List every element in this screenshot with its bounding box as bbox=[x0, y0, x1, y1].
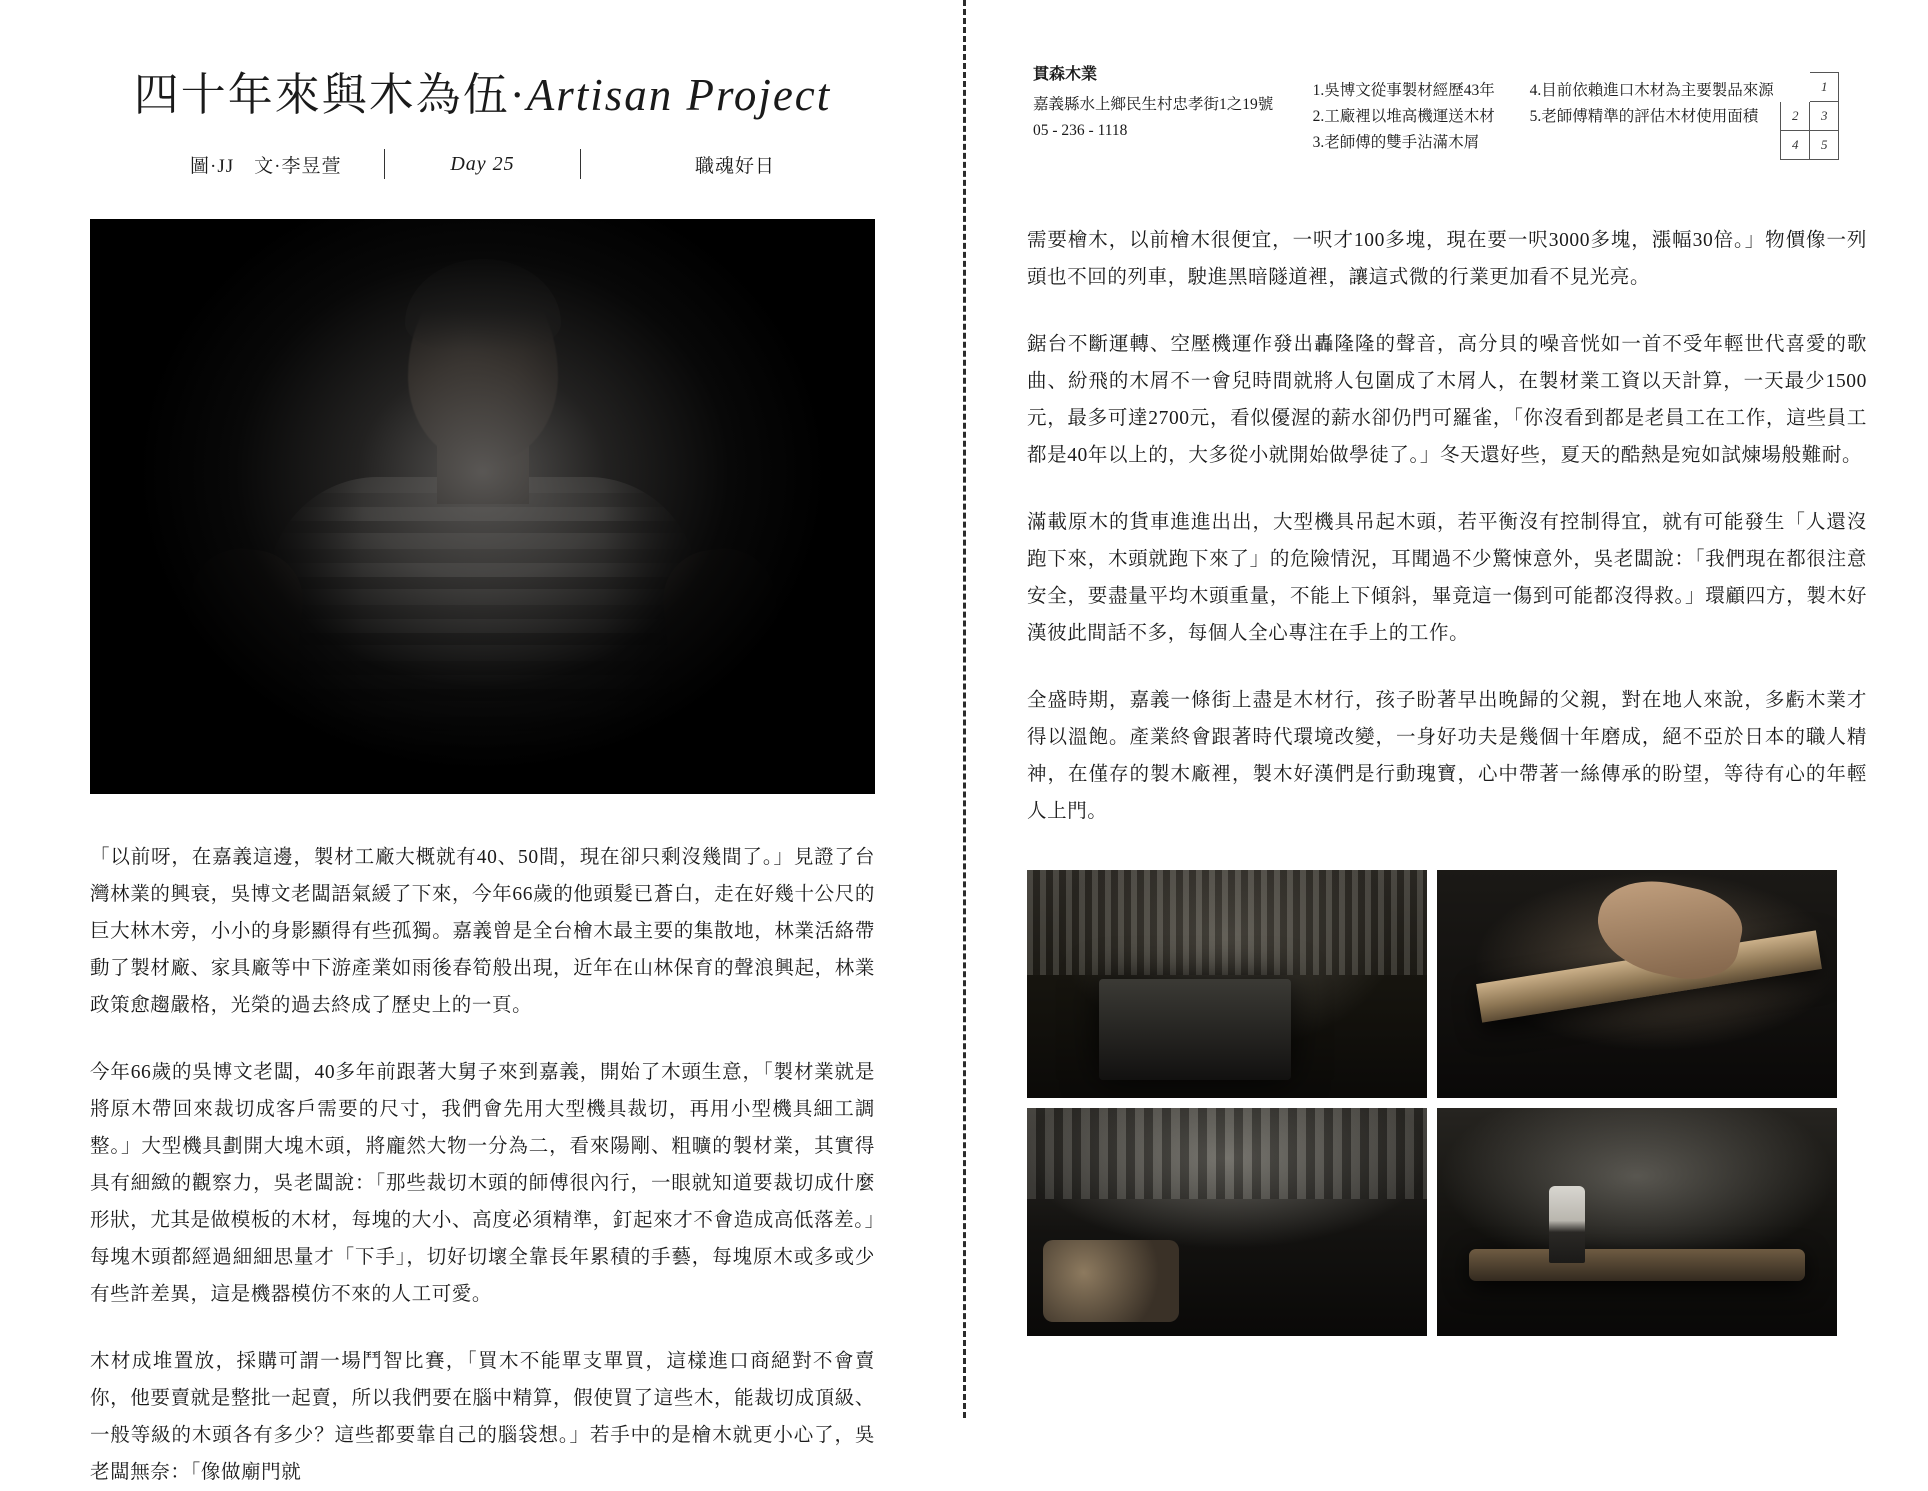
caption-item: 1.吳博文從事製材經歷43年 bbox=[1312, 82, 1495, 99]
caption-item: 2.工廠裡以堆高機運送木材 bbox=[1312, 108, 1495, 125]
title-block bbox=[90, 58, 875, 123]
company-info bbox=[1033, 62, 1313, 144]
company-address: 嘉義縣水上鄉民生村忠孝街1之19號 bbox=[1033, 96, 1274, 113]
left-body-text bbox=[90, 839, 875, 1491]
caption-item: 4.目前依賴進口木材為主要製品來源 bbox=[1529, 82, 1774, 99]
key-cell: 3 bbox=[1810, 102, 1839, 131]
left-page bbox=[0, 0, 965, 1483]
title-english: Artisan Project bbox=[526, 70, 832, 120]
right-page bbox=[965, 0, 1928, 1418]
caption-list-2 bbox=[1530, 62, 1781, 130]
right-body-text bbox=[1027, 222, 1867, 830]
paragraph: 滿載原木的貨車進進出出，大型機具吊起木頭，若平衡沒有控制得宜，就有可能發生「人還沒跑下來，木頭就跑下來了」的危險情況，耳聞過不少驚悚意外，吳老闆說：「我們現在都很注意安全，要盡量平均木頭重量，不能上下傾斜，畢竟這一傷到可能都沒得救。」環顧四方，製木好漢彼此間話不多，每個人全心專注在手上的工作。 bbox=[1027, 512, 1867, 644]
paragraph: 「以前呀，在嘉義這邊，製材工廠大概就有40、50間，現在卻只剩沒幾間了。」見證了台灣林業的興衰，吳博文老闆語氣緩了下來，今年66歲的他頭髮已蒼白，走在好幾十公尺的巨大林木旁，小小的身影顯得有些孤獨。嘉義曾是全台檜木最主要的集散地，林業活絡帶動了製材廠、家具廠等中下游產業如雨後春筍般出現，近年在山林保育的聲浪興起，林業政策愈趨嚴格，光榮的過去終成了歷史上的一頁。 bbox=[90, 847, 875, 1016]
paragraph: 鋸台不斷運轉、空壓機運作發出轟隆隆的聲音，高分貝的噪音恍如一首不受年輕世代喜愛的歌曲、紛飛的木屑不一會兒時間就將人包圍成了木屑人，在製材業工資以天計算，一天最少1500元，最多可達2700元，看似優渥的薪水卻仍門可羅雀，「你沒看到都是老員工在工作，這些員工都是40年以上的，大多從小就開始做學徒了。」冬天還好些，夏天的酷熱是宛如試煉場般難耐。 bbox=[1027, 334, 1867, 466]
key-cell bbox=[1839, 102, 1868, 131]
paragraph: 需要檜木，以前檜木很便宜，一呎才100多塊，現在要一呎3000多塊，漲幅30倍。」物價像一列頭也不回的列車，駛進黑暗隧道裡，讓這式微的行業更加看不見光亮。 bbox=[1027, 230, 1867, 288]
byline-series: 職魂好日 bbox=[694, 155, 775, 177]
photo-log-yard bbox=[1027, 1108, 1427, 1336]
photo-key-grid bbox=[1780, 62, 1868, 160]
key-cell: 4 bbox=[1781, 131, 1810, 160]
photo-forklift bbox=[1027, 870, 1427, 1098]
caption-item: 3.老師傅的雙手沾滿木屑 bbox=[1312, 134, 1480, 151]
key-cell bbox=[1839, 73, 1868, 102]
key-cell: 1 bbox=[1810, 73, 1839, 102]
company-name: 貫森木業 bbox=[1033, 66, 1098, 83]
photo-grid bbox=[1027, 870, 1867, 1336]
photo-workers-log bbox=[1437, 1108, 1837, 1336]
caption-list-1 bbox=[1313, 62, 1530, 156]
key-cell: 2 bbox=[1781, 102, 1810, 131]
byline bbox=[35, 149, 930, 179]
title-separator: · bbox=[509, 70, 527, 120]
paragraph: 全盛時期，嘉義一條街上盡是木材行，孩子盼著早出晚歸的父親，對在地人來說，多虧木業才得以溫飽。產業終會跟著時代環境改變，一身好功夫是幾個十年磨成，絕不亞於日本的職人精神，在僅存的製木廠裡，製木好漢們是行動瑰寶，心中帶著一絲傳承的盼望，等待有心的年輕人上門。 bbox=[1027, 690, 1867, 822]
masthead bbox=[1033, 62, 1868, 160]
byline-day: Day 25 bbox=[450, 152, 515, 175]
company-phone: 05 - 236 - 1118 bbox=[1033, 122, 1128, 139]
title-chinese: 四十年來與木為伍 bbox=[133, 70, 510, 120]
paragraph: 木材成堆置放，採購可謂一場鬥智比賽，「買木不能單支單買，這樣進口商絕對不會賣你，他要賣就是整批一起賣，所以我們要在腦中精算，假使買了這些木，能裁切成頂級、一般等級的木頭各有多少？這些都要靠自己的腦袋想。」若手中的是檜木就更小心了，吳老闆無奈：「像做廟門就 bbox=[90, 1351, 875, 1483]
page-fold-line bbox=[963, 0, 966, 1418]
page-title bbox=[90, 58, 875, 123]
key-cell bbox=[1781, 73, 1810, 102]
byline-credits: 圖·JJ 文·李昱萱 bbox=[190, 155, 342, 177]
caption-item: 5.老師傅精準的評估木材使用面積 bbox=[1529, 108, 1759, 125]
photo-hand-plank bbox=[1437, 870, 1837, 1098]
paragraph: 今年66歲的吳博文老闆，40多年前跟著大舅子來到嘉義，開始了木頭生意，「製材業就是將原木帶回來裁切成客戶需要的尺寸，我們會先用大型機具裁切，再用小型機具細工調整。」大型機具劃開大塊木頭，將龐然大物一分為二，看來陽剛、粗曠的製材業，其實得具有細緻的觀察力，吳老闆說：「那些裁切木頭的師傅很內行，一眼就知道要裁切成什麼形狀，尤其是做模板的木材，每塊的大小、高度必須精準，釘起來才不會造成高低落差。」每塊木頭都經過細細思量才「下手」，切好切壞全靠長年累積的手藝，每塊原木或多或少有些許差異，這是機器模仿不來的人工可愛。 bbox=[90, 1062, 875, 1305]
key-cell bbox=[1839, 131, 1868, 160]
key-cell: 5 bbox=[1810, 131, 1839, 160]
photo-vignette bbox=[90, 219, 875, 794]
hero-portrait-photo bbox=[90, 219, 875, 794]
